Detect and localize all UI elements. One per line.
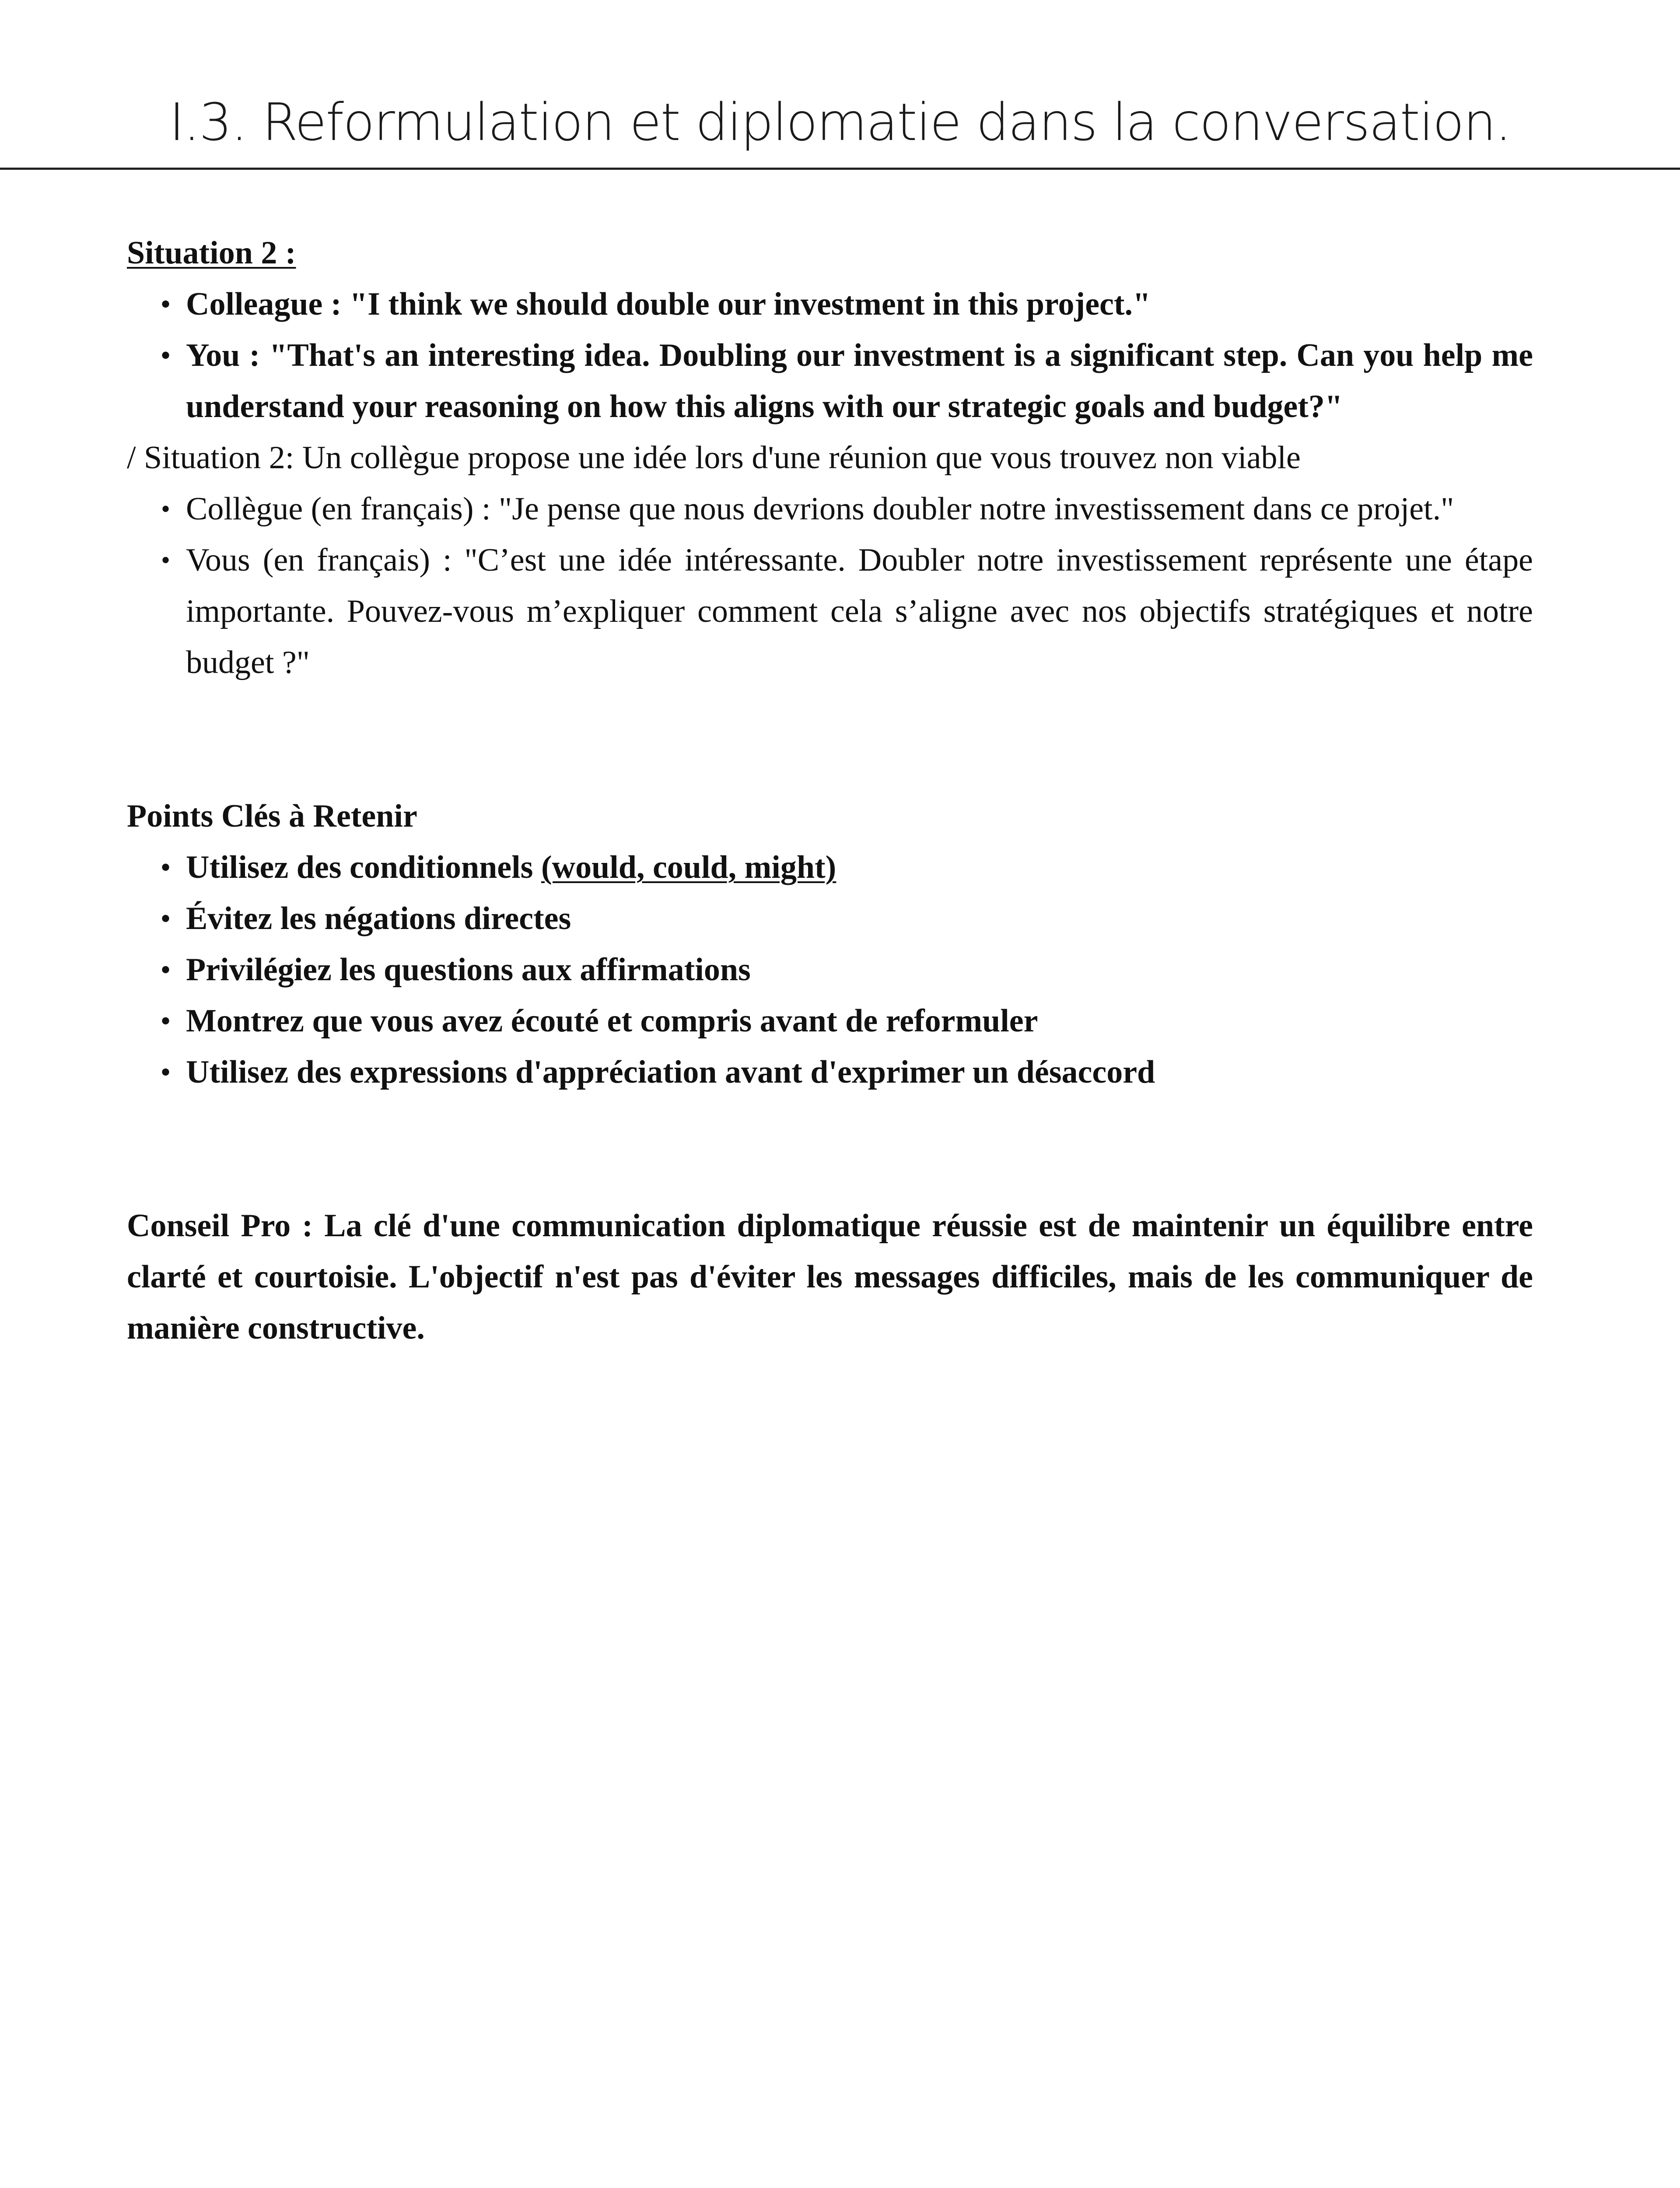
french-situation-intro: / Situation 2: Un collègue propose une idée lors d'une réunion que vous trouvez non viable [127,440,1301,476]
list-item [127,842,1533,893]
key-points-list [127,842,1533,1098]
list-item: • Collègue (en français) : "Je pense que nous devrions doubler notre investissement dans ce projet." [127,484,1533,535]
list-item: • Utilisez des expressions d'appréciation avant d'exprimer un désaccord [127,1047,1533,1098]
situation-heading [127,228,1533,279]
section-spacer [127,688,1533,791]
list-item: • You : "That's an interesting idea. Doubling our investment is a significant step. Can you help me understand your reasoning on how this aligns with our strategic goals and budget?" [127,330,1533,432]
english-dialogue-list [127,279,1533,432]
list-item: • Évitez les négations directes [127,893,1533,944]
french-dialogue-list [127,484,1533,688]
list-item: • Montrez que vous avez écouté et compris avant de reformuler [127,996,1533,1047]
key-point-prefix: Utilisez des conditionnels [186,849,541,885]
list-item: • Privilégiez les questions aux affirmations [127,944,1533,996]
page-content [127,228,1533,1354]
list-item: • Colleague : "I think we should double our investment in this project." [127,279,1533,330]
situation-heading-text: Situation 2 : [127,235,296,271]
header-divider [0,168,1680,170]
section-spacer [127,1098,1533,1200]
page-title: I.3. Reformulation et diplomatie dans la conversation. [169,92,1511,152]
key-points-heading: Points Clés à Retenir [127,798,417,834]
pro-tip: Conseil Pro : La clé d'une communication diplomatique réussie est de maintenir un équilibre entre clarté et courtoisie. L'objectif n'est pas d'éviter les messages difficiles, mais de les communiquer de manière constructive. [127,1208,1533,1346]
list-item: • Vous (en français) : "C’est une idée intéressante. Doubler notre investissement représente une étape importante. Pouvez-vous m’expliquer comment cela s’aligne avec nos objectifs stratégiques et notre budget ?" [127,535,1533,688]
key-point-modal-verbs: (would, could, might) [541,849,836,885]
